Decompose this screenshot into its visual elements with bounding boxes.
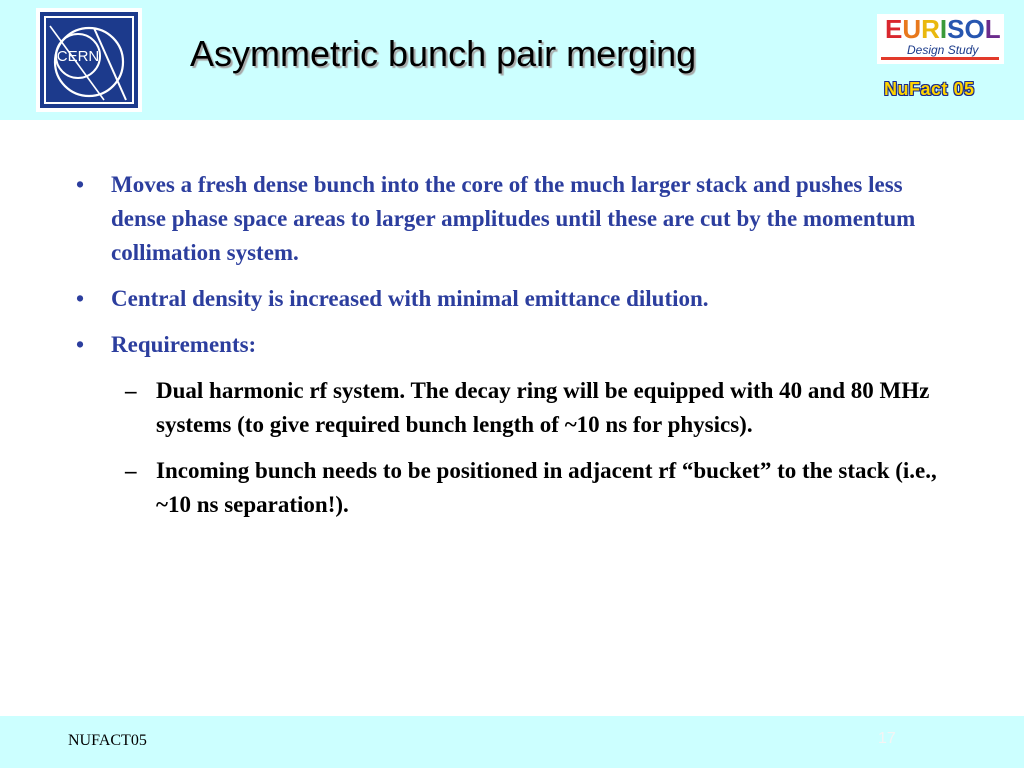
eurisol-letter: U [902,14,922,44]
eurisol-letter: R [921,14,940,44]
nufact-badge: NuFact 05 [884,79,975,99]
sub-bullet-marker: – [125,378,137,403]
header-band [0,0,1024,120]
bullet-item [66,282,946,316]
sub-bullet-item [111,454,946,522]
footer-band [0,716,1024,768]
eurisol-letter: O [964,14,985,44]
eurisol-underline [881,57,999,60]
bullet-item [66,168,946,270]
eurisol-letter: S [947,14,965,44]
eurisol-logo [877,14,1004,64]
eurisol-logo-icon [885,14,1001,44]
sub-bullet-item [111,374,946,442]
bullet-marker: • [76,172,85,197]
footer-label: NUFACT05 [68,732,147,749]
bullet-marker: • [76,332,85,357]
cern-logo [36,8,142,112]
eurisol-letter: I [939,14,948,44]
bullet-text: Moves a fresh dense bunch into the core of the much larger stack and pushes less dense phase space areas to larger amplitudes until these are cut by the momentum collimation system. [111,172,916,265]
bullet-text: Central density is increased with minimal emittance dilution. [111,286,709,311]
slide-title: Asymmetric bunch pair merging [190,33,697,74]
eurisol-subtitle: Design Study [907,43,979,57]
sub-bullet-text: Dual harmonic rf system. The decay ring will be equipped with 40 and 80 MHz systems (to give required bunch length of ~10 ns for physics). [156,378,930,437]
sub-bullet-marker: – [125,458,137,483]
page-number: 17 [878,730,896,747]
bullet-item [66,328,946,362]
sub-bullet-text: Incoming bunch needs to be positioned in adjacent rf “bucket” to the stack (i.e., ~10 ns separation!). [156,458,937,517]
cern-logo-icon [36,8,142,112]
eurisol-letter: E [885,14,903,44]
eurisol-letter: L [984,14,1001,44]
slide-body [66,168,946,534]
cern-logo-text: CERN [56,48,100,65]
bullet-text: Requirements: [111,332,257,357]
bullet-marker: • [76,286,85,311]
